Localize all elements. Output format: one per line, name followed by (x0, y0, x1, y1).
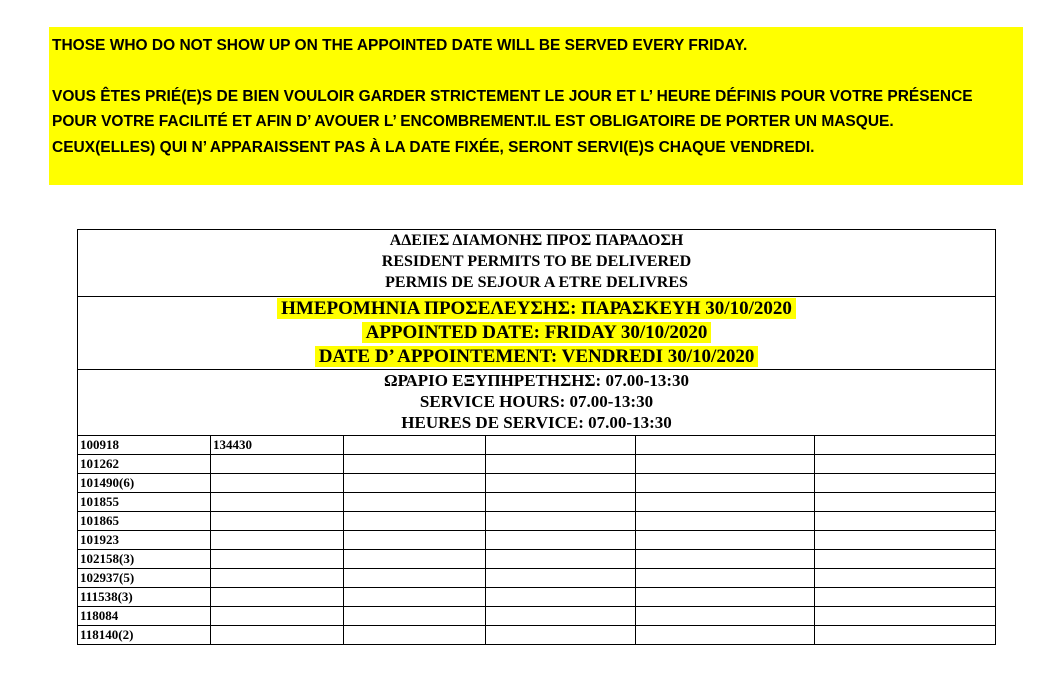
table-row (78, 569, 996, 588)
table-cell (815, 436, 996, 455)
table-row (78, 436, 996, 455)
hours-greek: ΩΡΑΡΙΟ ΕΞΥΠΗΡΕΤΗΣΗΣ: 07.00-13:30 (383, 371, 690, 390)
table-cell (486, 588, 636, 607)
table-cell (486, 607, 636, 626)
table-cell (344, 493, 486, 512)
date-greek: ΗΜΕΡΟΜΗΝΙΑ ΠΡΟΣΕΛΕΥΣΗΣ: ΠΑΡΑΣΚΕΥΗ 30/10/2020 (277, 298, 796, 319)
table-cell: 101923 (78, 531, 211, 550)
table-cell (815, 626, 996, 645)
table-cell: 134430 (211, 436, 344, 455)
table-cell (486, 474, 636, 493)
date-english: APPOINTED DATE: FRIDAY 30/10/2020 (362, 322, 712, 343)
table-row (78, 550, 996, 569)
table-cell (815, 474, 996, 493)
table-cell (211, 607, 344, 626)
table-cell (344, 626, 486, 645)
table-cell (815, 569, 996, 588)
table-row (78, 493, 996, 512)
title-english: RESIDENT PERMITS TO BE DELIVERED (381, 253, 692, 270)
table-cell (815, 512, 996, 531)
table-cell (211, 550, 344, 569)
table-cell (344, 588, 486, 607)
date-french: DATE D’ APPOINTEMENT: VENDREDI 30/10/2020 (315, 346, 759, 367)
table-row (78, 607, 996, 626)
table-cell (486, 550, 636, 569)
hours-english: SERVICE HOURS: 07.00-13:30 (419, 392, 654, 411)
table-cell (211, 474, 344, 493)
table-cell: 101262 (78, 455, 211, 474)
service-hours (78, 370, 996, 436)
table-cell (486, 493, 636, 512)
table-cell: 101490(6) (78, 474, 211, 493)
table-cell (211, 512, 344, 531)
table-cell: 101865 (78, 512, 211, 531)
table-cell (344, 455, 486, 474)
table-cell: 118140(2) (78, 626, 211, 645)
table-cell (344, 436, 486, 455)
table-title (78, 230, 996, 297)
title-greek: ΑΔΕΙΕΣ ΔΙΑΜΟΝΗΣ ΠΡΟΣ ΠΑΡΑΔΟΣΗ (389, 232, 684, 249)
table-cell (344, 550, 486, 569)
table-cell (636, 550, 815, 569)
table-cell (486, 455, 636, 474)
table-cell: 111538(3) (78, 588, 211, 607)
table-cell (211, 455, 344, 474)
table-cell (636, 474, 815, 493)
notice-french-friday: CEUX(ELLES) QUI N’ APPARAISSENT PAS À LA DATE FIXÉE, SERONT SERVI(E)S CHAQUE VENDREDI. (52, 138, 815, 156)
table-row (78, 626, 996, 645)
notice-box (49, 27, 1023, 185)
hours-french: HEURES DE SERVICE: 07.00-13:30 (401, 413, 672, 432)
table-cell (636, 455, 815, 474)
table-row (78, 474, 996, 493)
notice-french: VOUS ÊTES PRIÉ(E)S DE BIEN VOULOIR GARDER STRICTEMENT LE JOUR ET L’ HEURE DÉFINIS POUR VOTRE PRÉSENCE POUR VOTRE FACILITÉ ET AFIN D’ AVOUER L’ ENCOMBREMENT.IL EST OBLIGATOIRE DE PORTER UN MASQUE. (52, 87, 973, 130)
table-row (78, 531, 996, 550)
table-cell (211, 626, 344, 645)
table-cell (815, 493, 996, 512)
table-cell (486, 626, 636, 645)
table-cell (636, 569, 815, 588)
table-cell (344, 569, 486, 588)
title-french: PERMIS DE SEJOUR A ETRE DELIVRES (385, 274, 688, 291)
table-row (78, 512, 996, 531)
table-row (78, 588, 996, 607)
table-cell (211, 588, 344, 607)
table-cell: 101855 (78, 493, 211, 512)
table-cell (636, 588, 815, 607)
table-cell (815, 550, 996, 569)
table-cell (486, 531, 636, 550)
table-cell (815, 588, 996, 607)
table-cell (636, 531, 815, 550)
table-cell (815, 455, 996, 474)
table-cell (486, 569, 636, 588)
table-cell (636, 436, 815, 455)
table-cell (211, 569, 344, 588)
table-cell: 100918 (78, 436, 211, 455)
table-cell: 102158(3) (78, 550, 211, 569)
table-cell (344, 607, 486, 626)
table-cell (815, 607, 996, 626)
notice-english: THOSE WHO DO NOT SHOW UP ON THE APPOINTED DATE WILL BE SERVED EVERY FRIDAY. (52, 37, 748, 54)
table-cell (344, 531, 486, 550)
table-cell (636, 493, 815, 512)
table-cell (344, 474, 486, 493)
table-cell (636, 626, 815, 645)
table-cell (815, 531, 996, 550)
table-cell (344, 512, 486, 531)
table-cell: 118084 (78, 607, 211, 626)
table-cell (486, 512, 636, 531)
table-cell (636, 607, 815, 626)
appointment-date (78, 297, 996, 370)
table-cell (211, 493, 344, 512)
table-cell (636, 512, 815, 531)
table-row (78, 455, 996, 474)
table-cell: 102937(5) (78, 569, 211, 588)
table-cell (486, 436, 636, 455)
permits-table (77, 229, 996, 645)
table-cell (211, 531, 344, 550)
